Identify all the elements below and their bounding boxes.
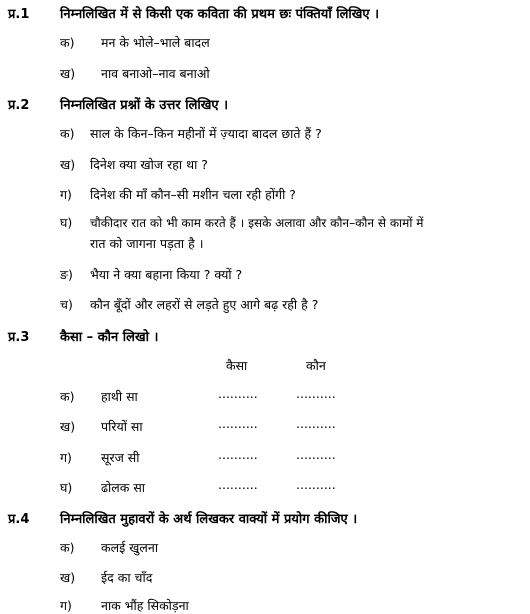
item-marker: क) xyxy=(60,35,75,50)
item-marker: ङ) xyxy=(60,267,73,282)
item-text: कौन बूँदों और लहरों से लड़ते हुए आगे बढ़ रही है ? xyxy=(90,297,319,312)
item-text: भैया ने क्या बहाना किया ? क्यों ? xyxy=(90,267,243,282)
item-marker: घ) xyxy=(60,480,73,495)
question-title: निम्नलिखित प्रश्नों के उत्तर लिखिए । xyxy=(60,98,229,113)
question-title: कैसा – कौन लिखो । xyxy=(60,330,159,345)
blank-kaun: .......... xyxy=(296,477,336,492)
item-marker: घ) xyxy=(60,215,73,230)
item-marker: ग) xyxy=(60,598,72,613)
item-text: ढोलक सा xyxy=(101,480,146,495)
item-text: दिनेश क्या खोज रहा था ? xyxy=(90,157,208,172)
item-text: मन के भोले–भाले बादल xyxy=(101,35,210,50)
blank-kaun: .......... xyxy=(296,447,336,462)
blank-kaisa: .......... xyxy=(218,477,258,492)
item-text: नाव बनाओ–नाव बनाओ xyxy=(101,66,210,81)
item-text: हाथी सा xyxy=(101,389,138,404)
item-marker: क) xyxy=(60,389,75,404)
blank-kaun: .......... xyxy=(296,386,336,401)
item-marker: क) xyxy=(60,540,75,555)
column-header-kaun: कौन xyxy=(306,358,326,373)
item-marker: ख) xyxy=(60,570,76,585)
blank-kaisa: .......... xyxy=(218,386,258,401)
item-marker: च) xyxy=(60,297,73,312)
item-text: दिनेश की माँ कौन–सी मशीन चला रही होंगी ? xyxy=(90,187,296,202)
item-text: कलई खुलना xyxy=(101,540,159,555)
question-number: प्र.3 xyxy=(8,330,30,345)
item-text: सूरज सी xyxy=(101,450,140,465)
blank-kaun: .......... xyxy=(296,416,336,431)
question-title: निम्नलिखित मुहावरों के अर्थ लिखकर वाक्यों में प्रयोग कीजिए । xyxy=(60,512,358,527)
item-marker: ख) xyxy=(60,66,76,81)
item-marker: ख) xyxy=(60,157,76,172)
item-marker: ग) xyxy=(60,187,72,202)
question-number: प्र.2 xyxy=(8,98,30,113)
item-marker: ग) xyxy=(60,450,72,465)
question-title: निम्नलिखित में से किसी एक कविता की प्रथम छः पंक्तियाँ लिखिए । xyxy=(60,7,380,22)
item-marker: ख) xyxy=(60,419,76,434)
question-number: प्र.4 xyxy=(8,512,30,527)
item-text: ईद का चाँद xyxy=(101,570,153,585)
item-text: साल के किन–किन महीनों में ज़्यादा बादल छाते हैं ? xyxy=(90,126,322,141)
item-marker: क) xyxy=(60,126,75,141)
item-text-continued: रात को जागना पड़ता है । xyxy=(90,236,204,251)
blank-kaisa: .......... xyxy=(218,416,258,431)
column-header-kaisa: कैसा xyxy=(226,358,248,373)
item-text: परियों सा xyxy=(101,419,143,434)
item-text: नाक भौंह सिकोड़ना xyxy=(101,598,189,613)
item-text: चौकीदार रात को भी काम करते हैं । इसके अलावा और कौन–कौन से कामों में xyxy=(90,216,424,230)
blank-kaisa: .......... xyxy=(218,447,258,462)
question-number: प्र.1 xyxy=(8,7,30,22)
